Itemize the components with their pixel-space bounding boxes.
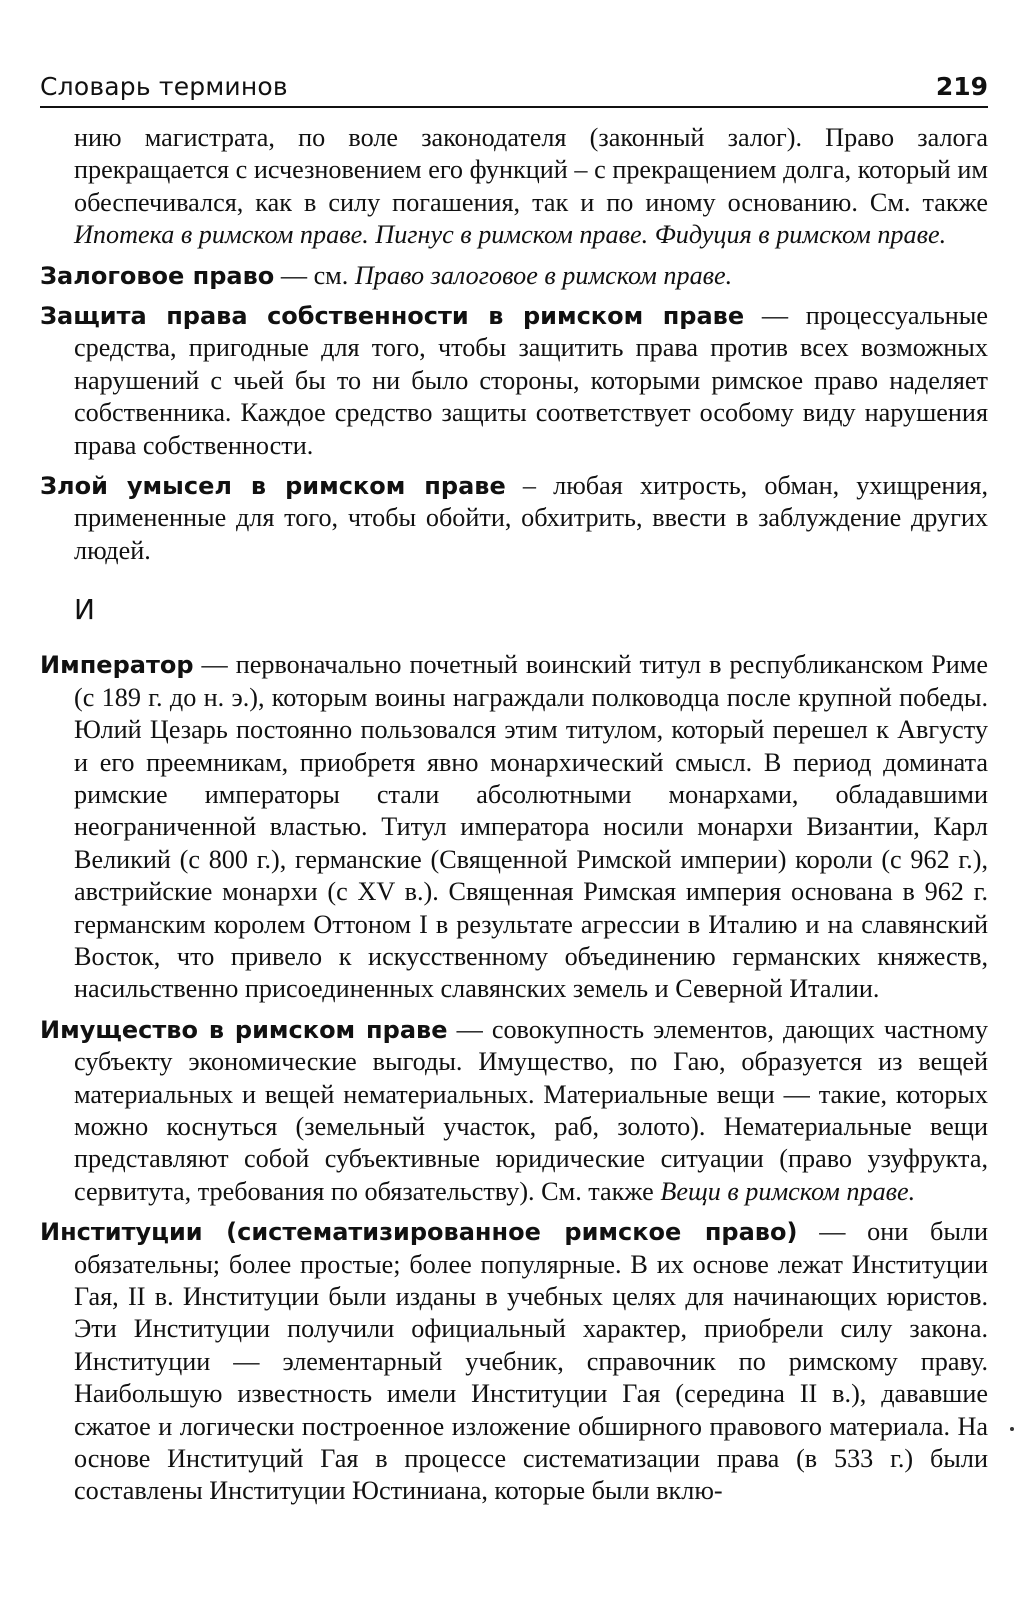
entry-crossref: Ипотека в римском праве. Пигнус в римском праве. Фидуция в римском праве. (74, 220, 947, 250)
glossary-entry (40, 470, 988, 567)
dictionary-page (40, 70, 988, 1516)
glossary-entry (40, 649, 988, 1005)
entry-crossref: Вещи в римском праве. (660, 1176, 916, 1206)
section-letter: И (74, 593, 95, 627)
glossary-entry-continuation (40, 122, 988, 252)
entry-term: Злой умысел в римском праве (40, 472, 506, 501)
glossary-entry (40, 1216, 988, 1508)
entry-text: — совокупность элементов, дающих частному субъекту экономические выгоды. Имущество, по Гаю, образуется из вещей материальных и вещей нематериальных. Материальные вещи — такие, которых можно коснуться (земельный участок, раб, золото). Нематериальные вещи представляют собой субъективные юридические ситуации (право узуфрукта, сервитута, требования по обязательству). См. также (74, 1014, 988, 1206)
entry-text: – любая хитрость, обман, ухищрения, примененные для того, чтобы обойти, обхитрить, ввести в заблуждение других людей. (74, 471, 988, 565)
entry-text: нию магистрата, по воле законодателя (законный залог). Право залога прекращается с исчезновением его функций – с прекращением долга, который им обеспечивался, как в силу погашения, так и по иному основанию. См. также (74, 123, 988, 217)
entry-crossref: Право залоговое в римском праве. (354, 260, 733, 290)
entry-text: — они были обязательны; более простые; более популярные. В их основе лежат Институции Гая, II в. Институции были изданы в учебных целях для начинающих юристов. Эти Институции получили официальный характер, приобрели силу закона. Институции — элементарный учебник, справочник по римскому праву. Наибольшую известность имели Институции Гая (середина II в.), дававшие сжатое и логически построенное изложение обширного правового материала. На основе Институций Гая в процессе систематизации права (в 533 г.) были составлены Институции Юстиниана, которые были вклю- (74, 1217, 988, 1506)
entry-term: Залоговое право (40, 261, 275, 290)
page-number: 219 (935, 72, 988, 101)
running-header (40, 70, 988, 108)
entry-text: — см. (274, 260, 355, 290)
glossary-entry (40, 1014, 988, 1208)
running-head-title: Словарь терминов (40, 72, 288, 101)
entry-term: Имущество в римском праве (40, 1015, 448, 1044)
entry-term: Защита права собственности в римском праве (40, 302, 745, 331)
entry-text: — процессуальные средства, пригодные для того, чтобы защитить права против всех возможных нарушений с чьей бы то ни было стороны, которыми римское право наделяет собственника. Каждое средство защиты соответствует особому виду нарушения права собственности. (74, 301, 988, 460)
glossary-content (40, 122, 988, 1508)
entry-term: Институции (систематизированное римское право) (40, 1218, 798, 1247)
scan-speck (1010, 1427, 1014, 1431)
glossary-entry (40, 260, 988, 292)
entry-text: — первоначально почетный воинский титул в республиканском Риме (с 189 г. до н. э.), которым воины награждали полководца после крупной победы. Юлий Цезарь постоянно пользовался этим титулом, который перешел к Августу и его преемникам, приобретя явно монархический смысл. В период домината римские императоры стали абсолютными монархами, обладавшими неограниченной властью. Титул императора носили монархи Византии, Карл Великий (с 800 г.), германские (Священной Римской империи) короли (с 962 г.), австрийские монархи (с XV в.). Священная Римская империя основана в 962 г. германским королем Оттоном I в результате агрессии в Италию и на славянский Восток, что привело к искусственному объединению германских княжеств, насильственно присоединенных славянских земель и Северной Италии. (74, 650, 988, 1004)
entry-term: Император (40, 651, 194, 680)
glossary-entry (40, 300, 988, 462)
